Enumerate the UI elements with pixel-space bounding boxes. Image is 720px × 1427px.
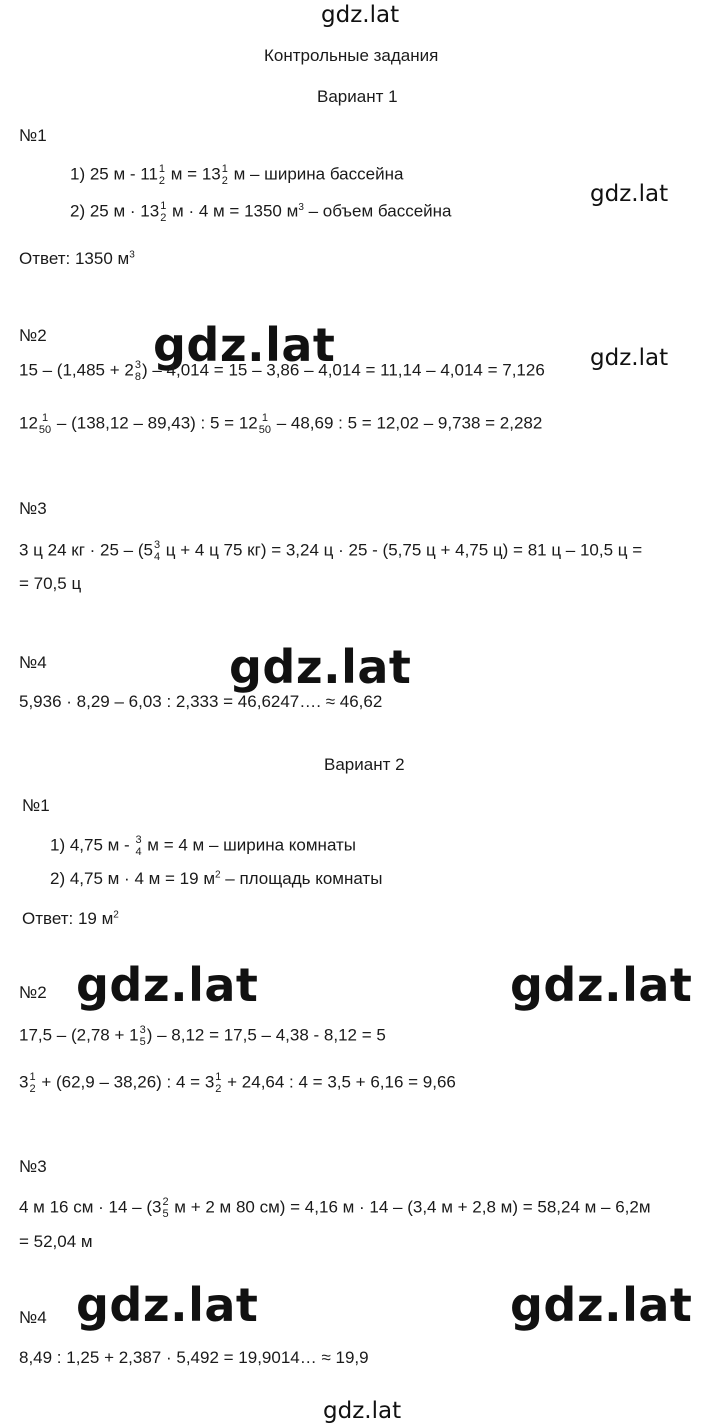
v1-task2-line1: 15 – (1,485 + 2 3 8 ) – 4,014 = 15 – 3,86 – 4,014 = 11,14 – 4,014 = 7,126 [19, 359, 545, 383]
watermark-right-2: gdz.lat [590, 345, 669, 371]
page-title: Контрольные задания [264, 46, 439, 65]
v2-task1-label: №1 [22, 796, 50, 815]
watermark-large-2: gdz.lat [229, 640, 412, 694]
v2-task4-label: №4 [19, 1308, 47, 1327]
fraction: 3 8 [134, 359, 141, 383]
v2-task2-line2: 3 1 2 + (62,9 – 38,26) : 4 = 3 1 2 + 24,64 : 4 = 3,5 + 6,16 = 9,66 [19, 1071, 456, 1095]
v1-task2-line2: 12 1 50 – (138,12 – 89,43) : 5 = 12 1 50 – 48,69 : 5 = 12,02 – 9,738 = 2,282 [19, 412, 543, 436]
v1-task4-label: №4 [19, 653, 47, 672]
watermark-large-6: gdz.lat [510, 1278, 693, 1332]
watermark-right-1: gdz.lat [590, 181, 669, 207]
v1-task3-label: №3 [19, 499, 47, 518]
v2-task2-line1: 17,5 – (2,78 + 1 3 5 ) – 8,12 = 17,5 – 4,38 - 8,12 = 5 [19, 1024, 386, 1048]
watermark-large-4: gdz.lat [510, 958, 693, 1012]
v2-task3-line2: = 52,04 м [19, 1232, 93, 1251]
v1-task1-answer: Ответ: 1350 $м^3$ [19, 249, 135, 268]
v1-task1-step1: 1) 25 м - 11 1 2 м = 13 1 2 м – ширина бассейна [70, 163, 404, 187]
fraction: 1 2 [29, 1071, 36, 1095]
fraction: 3 5 [139, 1024, 146, 1048]
v2-task3-label: №3 [19, 1157, 47, 1176]
v2-task2-label: №2 [19, 983, 47, 1002]
v1-task3-line2: = 70,5 ц [19, 574, 82, 593]
fraction: 1 2 [158, 163, 166, 187]
v1-task1-label: №1 [19, 126, 47, 145]
fraction: 3 4 [135, 834, 142, 858]
fraction: 1 2 [160, 200, 167, 224]
fraction: 1 50 [38, 412, 52, 436]
watermark-large-5: gdz.lat [76, 1278, 259, 1332]
variant-2-heading: Вариант 2 [324, 755, 405, 774]
watermark-top: gdz.lat [321, 2, 400, 28]
fraction: 2 5 [162, 1196, 169, 1220]
fraction: 3 4 [153, 539, 161, 563]
v2-task4-line1: 8,49 : 1,25 + 2,387 · 5,492 = 19,9014… ≈ 19,9 [19, 1348, 369, 1367]
fraction: 1 50 [258, 412, 271, 436]
v2-task1-step1: 1) 4,75 м - 3 4 м = 4 м – ширина комнаты [50, 834, 357, 858]
watermark-large-3: gdz.lat [76, 958, 259, 1012]
fraction: 1 2 [215, 1071, 222, 1095]
watermark-bottom: gdz.lat [323, 1398, 402, 1424]
v1-task4-line1: 5,936 · 8,29 – 6,03 : 2,333 = 46,6247…. ≈ 46,62 [19, 692, 383, 711]
v1-task3-line1: 3 ц 24 кг · 25 – (5 3 4 ц + 4 ц 75 кг) = 3,24 ц · 25 - (5,75 ц + 4,75 ц) = 81 ц – 10,5 ц = [19, 539, 643, 563]
variant-1-heading: Вариант 1 [317, 87, 398, 106]
watermark-large-1: gdz.lat [153, 318, 336, 372]
v2-task1-answer: Ответ: 19 $м^2$ [22, 909, 119, 928]
v2-task1-step2: 2) 4,75 м · 4 м = 19 $м^2$ – площадь комнаты [50, 869, 383, 888]
v1-task1-step2: 2) 25 м · 13 1 2 м · 4 м = 1350 $м^3$ – объем бассейна [70, 200, 452, 224]
fraction: 1 2 [221, 163, 228, 187]
v1-task2-label: №2 [19, 326, 47, 345]
v2-task3-line1: 4 м 16 см · 14 – (3 2 5 м + 2 м 80 см) = 4,16 м · 14 – (3,4 м + 2,8 м) = 58,24 м – 6,2м [19, 1196, 651, 1220]
